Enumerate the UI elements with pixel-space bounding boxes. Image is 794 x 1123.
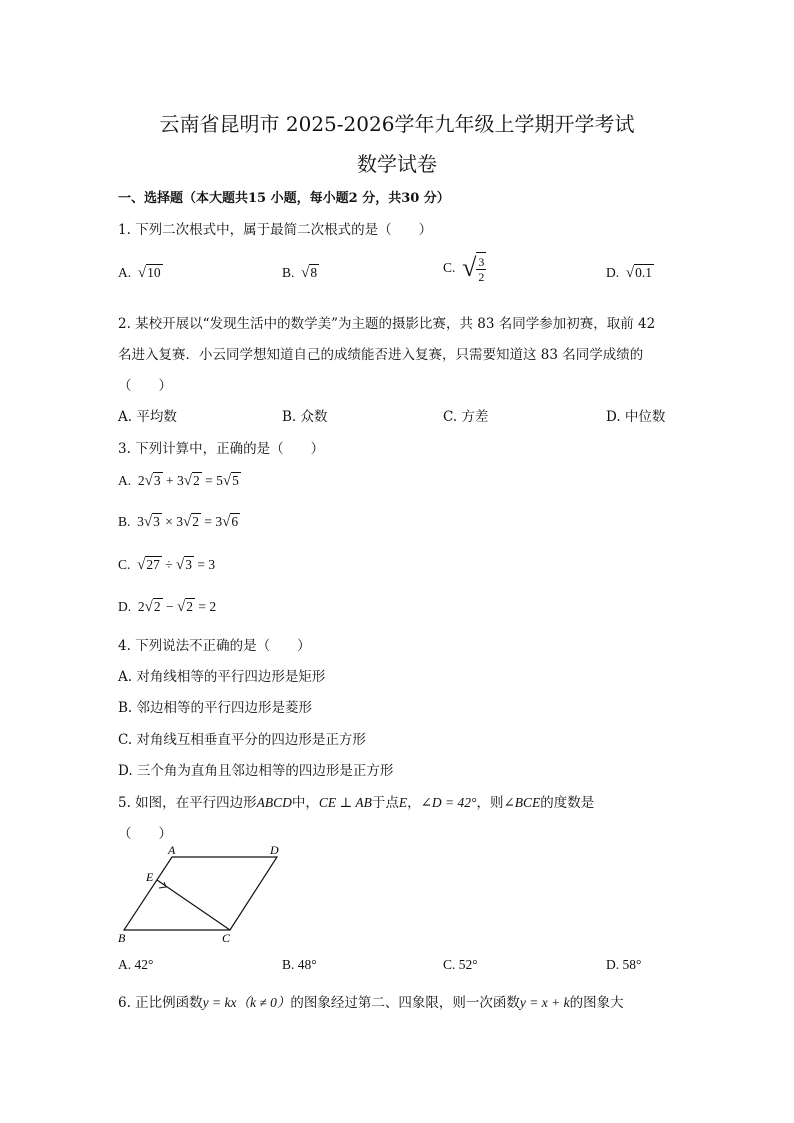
q2-stem-line2: 名进入复赛．小云同学想知道自己的成绩能否进入复赛，只需要知道这 83 名同学成绩的: [118, 347, 644, 363]
q5-stem: 5. 如图，在平行四边形ABCD中，CE ⊥ AB于点E，∠D = 42°，则∠BCE的度数是: [118, 795, 595, 811]
q2-option-c: C. 方差: [443, 409, 489, 425]
q4-option-b: B. 邻边相等的平行四边形是菱形: [118, 700, 313, 716]
q1-option-a: A. √10: [118, 265, 161, 281]
q1-c-denominator: 2: [478, 270, 485, 284]
q1-d-radicand: 0.1: [635, 265, 652, 280]
q4-stem: 4. 下列说法不正确的是（ ）: [118, 638, 311, 654]
q5-option-c: C. 52°: [443, 957, 478, 972]
q6-stem: 6. 正比例函数y = kx（k ≠ 0）的图象经过第二、四象限，则一次函数y = x + k的图象大: [118, 995, 624, 1011]
q2-option-b: B. 众数: [282, 409, 328, 425]
q5-stem-line2: （ ）: [118, 826, 172, 842]
q1-a-radicand: 10: [147, 265, 161, 280]
q5-option-b: B. 48°: [282, 957, 317, 972]
q1-option-c: C. √ $\frac{3}{2}$: [443, 253, 485, 284]
q5-label-b: B: [118, 931, 126, 945]
q3-stem: 3. 下列计算中，正确的是（ ）: [118, 441, 325, 457]
q3-option-b: B. 3√3 × 3√2 = 3√6: [118, 514, 239, 530]
q5-option-a: A. 42°: [118, 957, 154, 972]
q5-label-c: C: [222, 931, 231, 945]
q5-label-d: D: [270, 843, 279, 857]
q4-option-d: D. 三个角为直角且邻边相等的四边形是正方形: [118, 763, 394, 779]
q3-option-a: A. 2√3 + 3√2 = 5√5: [118, 473, 239, 489]
section-header: 一、选择题（本大题共15 小题，每小题2 分，共30 分）: [118, 191, 450, 206]
exam-title: 云南省昆明市 2025-2026学年九年级上学期开学考试: [159, 112, 635, 136]
q1-b-radicand: 8: [310, 265, 318, 280]
q1-option-b: B. √8: [282, 265, 318, 281]
q2-option-a: A. 平均数: [118, 409, 177, 425]
q3-option-d: D. 2√2 − √2 = 2: [118, 599, 217, 615]
q2-option-d: D. 中位数: [606, 409, 666, 425]
q1-option-d: D. √0.1: [606, 265, 652, 281]
q1-stem: 1. 下列二次根式中，属于最简二次根式的是（ ）: [118, 222, 433, 238]
q3-option-c: C. √27 ÷ √3 = 3: [118, 557, 216, 573]
q5-label-e: E: [146, 870, 154, 884]
q5-option-d: D. 58°: [606, 957, 642, 972]
q4-option-c: C. 对角线互相垂直平分的四边形是正方形: [118, 732, 366, 748]
exam-subtitle: 数学试卷: [357, 152, 437, 176]
q2-stem-line3: （ ）: [118, 378, 172, 394]
q1-c-numerator: 3: [478, 255, 485, 269]
q5-parallelogram-figure: [112, 842, 292, 947]
q2-stem-line1: 2. 某校开展以“发现生活中的数学美”为主题的摄影比赛，共 83 名同学参加初赛，取前 42: [118, 316, 656, 332]
q5-label-a: A: [168, 843, 176, 857]
q4-option-a: A. 对角线相等的平行四边形是矩形: [118, 669, 326, 685]
